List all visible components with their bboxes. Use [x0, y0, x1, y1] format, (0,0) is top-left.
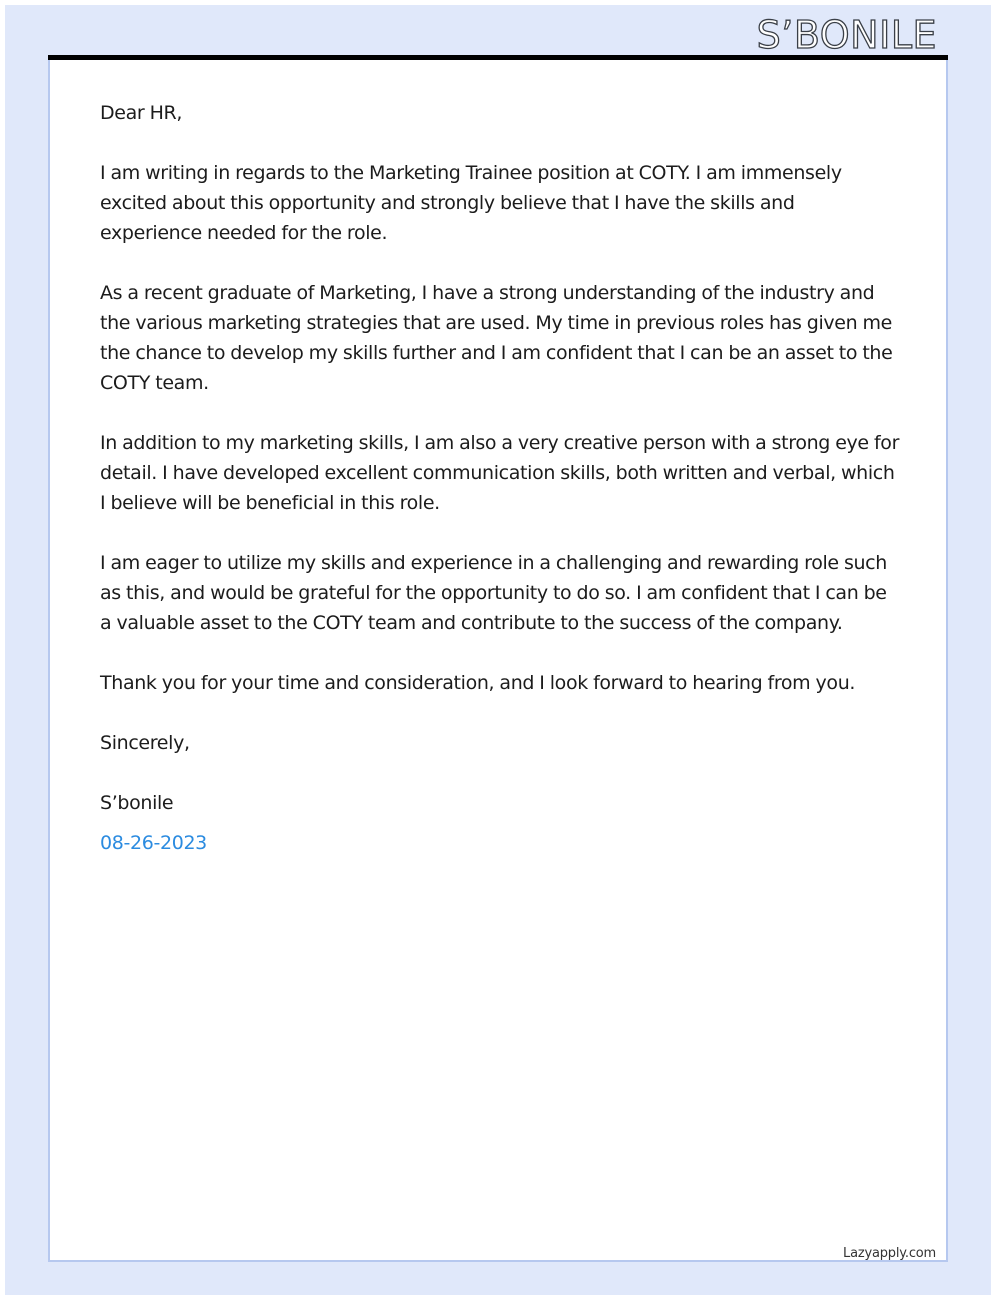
logo-name: S’BONILE [756, 13, 937, 57]
paragraph-5: Thank you for your time and consideration, and I look forward to hearing from you. [100, 672, 856, 694]
footer-watermark: Lazyapply.com [843, 1246, 936, 1261]
signature: S’bonile [100, 792, 174, 814]
salutation: Dear HR, [100, 102, 183, 124]
paragraph-2: As a recent graduate of Marketing, I have a strong understanding of the industry and the various marketing strategies that are used. My time in previous roles has given me the chance to develop my skills further and I am confident that I can be an asset to the COTY team. [100, 282, 893, 394]
closing: Sincerely, [100, 732, 190, 754]
letter-body [100, 98, 900, 858]
paragraph-3: In addition to my marketing skills, I am also a very creative person with a strong eye for detail. I have developed excellent communication skills, both written and verbal, which I believe will be beneficial in this role. [100, 432, 900, 514]
paragraph-1: I am writing in regards to the Marketing Trainee position at COTY. I am immensely excited about this opportunity and strongly believe that I have the skills and experience needed for the role. [100, 162, 842, 244]
paragraph-4: I am eager to utilize my skills and experience in a challenging and rewarding role such as this, and would be grateful for the opportunity to do so. I am confident that I can be a valuable asset to the COTY team and contribute to the success of the company. [100, 552, 887, 634]
letter-date: 08-26-2023 [100, 832, 207, 854]
